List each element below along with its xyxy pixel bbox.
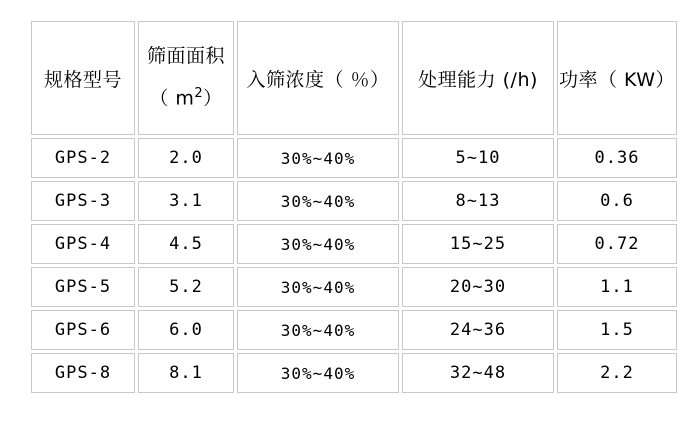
cell-capacity: 20~30 xyxy=(402,267,554,307)
cell-power: 0.36 xyxy=(557,138,677,178)
table-body xyxy=(31,138,677,393)
cell-screen-area: 5.2 xyxy=(138,267,234,307)
cell-model: GPS-2 xyxy=(31,138,135,178)
column-header-power: 功率（ KW） xyxy=(557,21,677,135)
cell-capacity: 24~36 xyxy=(402,310,554,350)
cell-screen-area: 2.0 xyxy=(138,138,234,178)
cell-model: GPS-6 xyxy=(31,310,135,350)
cell-screen-area: 8.1 xyxy=(138,353,234,393)
unit-superscript: 2 xyxy=(194,85,204,101)
cell-power: 1.5 xyxy=(557,310,677,350)
column-header-feed-concentration: 入筛浓度（ ％） xyxy=(237,21,399,135)
cell-feed-concentration: 30%~40% xyxy=(237,353,399,393)
cell-capacity: 32~48 xyxy=(402,353,554,393)
table-row xyxy=(31,310,677,350)
specification-table xyxy=(28,18,680,396)
column-header-model: 规格型号 xyxy=(31,21,135,135)
table-row xyxy=(31,181,677,221)
cell-feed-concentration: 30%~40% xyxy=(237,138,399,178)
cell-feed-concentration: 30%~40% xyxy=(237,224,399,264)
cell-model: GPS-3 xyxy=(31,181,135,221)
cell-model: GPS-4 xyxy=(31,224,135,264)
cell-power: 1.1 xyxy=(557,267,677,307)
cell-feed-concentration: 30%~40% xyxy=(237,267,399,307)
column-header-capacity: 处理能力 (/h) xyxy=(402,21,554,135)
cell-power: 0.72 xyxy=(557,224,677,264)
cell-model: GPS-5 xyxy=(31,267,135,307)
table-row xyxy=(31,224,677,264)
column-header-screen-area-stack xyxy=(139,44,233,110)
column-header-screen-area xyxy=(138,21,234,135)
table-row xyxy=(31,267,677,307)
cell-screen-area: 6.0 xyxy=(138,310,234,350)
table-row xyxy=(31,138,677,178)
cell-feed-concentration: 30%~40% xyxy=(237,310,399,350)
column-header-screen-area-line2 xyxy=(149,87,222,109)
cell-power: 0.6 xyxy=(557,181,677,221)
column-header-screen-area-line1: 筛面面积 xyxy=(146,44,225,67)
table-row xyxy=(31,353,677,393)
cell-capacity: 15~25 xyxy=(402,224,554,264)
cell-screen-area: 4.5 xyxy=(138,224,234,264)
table-header-row xyxy=(31,21,677,135)
cell-screen-area: 3.1 xyxy=(138,181,234,221)
cell-power: 2.2 xyxy=(557,353,677,393)
unit-suffix: ） xyxy=(203,87,223,110)
cell-capacity: 5~10 xyxy=(402,138,554,178)
cell-capacity: 8~13 xyxy=(402,181,554,221)
table-header xyxy=(31,21,677,135)
cell-model: GPS-8 xyxy=(31,353,135,393)
cell-feed-concentration: 30%~40% xyxy=(237,181,399,221)
unit-prefix: （ m xyxy=(149,87,195,110)
